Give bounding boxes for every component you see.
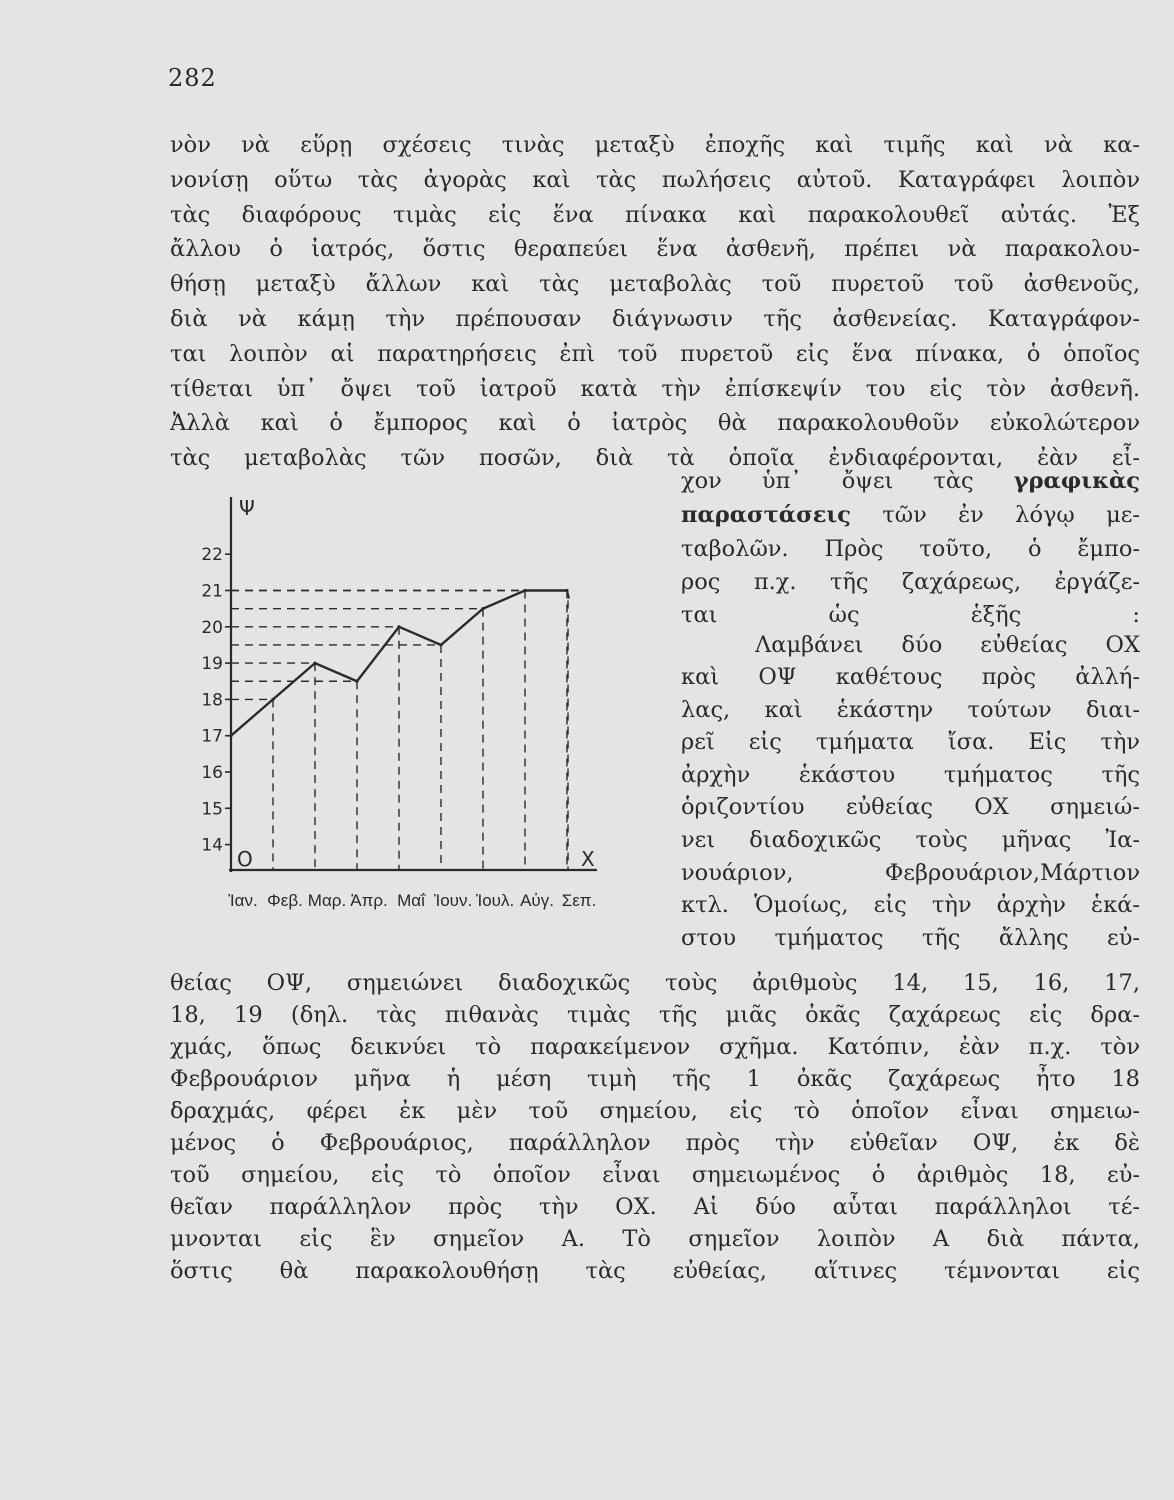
- text-line-side-2: ρος π.χ. τῆς ζαχάρεως, ἐργάζε-: [681, 569, 1140, 595]
- page-number: 282: [168, 64, 217, 92]
- data-point: [439, 643, 442, 646]
- text-line-top-6: διὰ νὰ κάμῃ τὴν πρέπουσαν διάγνωσιν τῆς ἀσθενείας. Καταγράφον-: [170, 306, 1140, 332]
- text-line-side-1: ταβολῶν. Πρὸς τοῦτο, ὁ ἔμπο-: [681, 536, 1140, 562]
- x-tick-label: Αὐγ.: [520, 891, 554, 910]
- text-line-top-4: ἄλλου ὁ ἰατρός, ὅστις θεραπεύει ἕνα ἀσθενῆ, πρέπει νὰ παρακολου-: [170, 236, 1140, 263]
- x-tick-label: Ἰουλ.: [475, 891, 515, 910]
- y-axis-label: Ψ: [239, 496, 255, 520]
- y-tick-label: 22: [201, 545, 223, 566]
- text-line-top-2: νονίσῃ οὕτω τὰς ἀγορὰς καὶ τὰς πωλήσεις αὐτοῦ. Καταγράφει λοιπὸν: [170, 166, 1140, 193]
- data-point: [565, 589, 568, 592]
- x-tick-label: Σεπ.: [561, 891, 597, 910]
- text-line-side-para-start: Λαμβάνει δύο εὐθείας ΟΧ: [755, 632, 1140, 658]
- y-tick-label: 21: [201, 581, 223, 602]
- text-line-top-10: τὰς μεταβολὰς τῶν ποσῶν, διὰ τὰ ὁποῖα ἐνδιαφέρονται, ἐὰν εἶ-: [170, 445, 1140, 472]
- text-line-side-3: ται ὡς ἑξῆς :: [681, 602, 1140, 628]
- text-line-side2-7: νουάριον, Φεβρουάριον,Μάρτιον: [681, 859, 1140, 886]
- text-line-bottom-2: 18, 19 (δηλ. τὰς πιθανὰς τιμὰς τῆς μιᾶς ὀκᾶς ζαχάρεως εἰς δρα-: [170, 1002, 1140, 1028]
- text-line-top-3: τὰς διαφόρους τιμὰς εἰς ἕνα πίνακα καὶ παρακολουθεῖ αὐτάς. Ἐξ: [170, 201, 1140, 228]
- data-point: [355, 680, 358, 683]
- y-tick-label: 15: [201, 799, 223, 820]
- text-line-top-5: θήσῃ μεταξὺ ἄλλων καὶ τὰς μεταβολὰς τοῦ πυρετοῦ τοῦ ἀσθενοῦς,: [170, 271, 1140, 298]
- text-line-side2-4: ἀρχὴν ἑκάστου τμήματος τῆς: [681, 761, 1140, 788]
- data-point: [313, 661, 316, 664]
- y-tick-label: 16: [201, 762, 223, 783]
- text-line-bottom-5: δραχμάς, φέρει ἐκ μὲν τοῦ σημείου, εἰς τὸ ὁποῖον εἶναι σημειω-: [170, 1098, 1140, 1124]
- text-line-bottom-10: ὅστις θὰ παρακολουθήσῃ τὰς εὐθείας, αἵτινες τέμνονται εἰς: [170, 1258, 1140, 1284]
- text-line-side-1: χον ὑπ᾽ ὄψει τὰς γραφικὰς: [681, 468, 1140, 494]
- y-tick-label: 18: [201, 690, 223, 711]
- origin-label: Ο: [237, 847, 253, 871]
- data-point: [523, 589, 526, 592]
- y-tick-label: 17: [201, 726, 223, 747]
- x-tick-label: Ἰαν.: [228, 891, 258, 910]
- x-tick-label: Μαρ.: [307, 891, 347, 910]
- x-tick-label: Ἀπρ.: [350, 891, 388, 910]
- text-line-top-8: τίθεται ὑπ᾽ ὄψει τοῦ ἰατροῦ κατὰ τὴν ἐπίσκεψίν του εἰς τὸν ἀσθενῆ.: [170, 375, 1140, 402]
- y-tick-label: 20: [201, 617, 223, 638]
- text-line-top-9: Ἀλλὰ καὶ ὁ ἔμπορος καὶ ὁ ἰατρὸς θὰ παρακολουθοῦν εὐκολώτερον: [170, 410, 1140, 437]
- x-tick-label: Ἰουν.: [433, 891, 473, 910]
- data-point: [481, 607, 484, 610]
- text-line-side2-1: καὶ ΟΨ καθέτους πρὸς ἀλλή-: [681, 664, 1140, 690]
- text-line-side2-9: στου τμήματος τῆς ἄλλης εὐ-: [681, 924, 1140, 951]
- data-point: [397, 625, 400, 628]
- text-line-bottom-6: μένος ὁ Φεβρουάριος, παράλληλον πρὸς τὴν εὐθεῖαν ΟΨ, ἐκ δὲ: [170, 1130, 1140, 1156]
- text-line-bottom-8: θεῖαν παράλληλον πρὸς τὴν ΟΧ. Αἱ δύο αὗται παράλληλοι τέ-: [170, 1194, 1140, 1220]
- text-line-side2-8: κτλ. Ὁμοίως, εἰς τὴν ἀρχὴν ἑκά-: [681, 892, 1140, 919]
- text-line-side2-6: νει διαδοχικῶς τοὺς μῆνας Ἰα-: [681, 827, 1140, 853]
- text-line-top-7: ται λοιπὸν αἱ παρατηρήσεις ἐπὶ τοῦ πυρετοῦ εἰς ἕνα πίνακα, ὁ ὁποῖος: [170, 340, 1140, 367]
- text-line-side-2: παραστάσεις τῶν ἐν λόγῳ με-: [681, 502, 1140, 528]
- x-axis-label: Χ: [581, 847, 595, 871]
- text-line-side2-3: ρεῖ εἰς τμήματα ἴσα. Εἰς τὴν: [681, 729, 1140, 756]
- text-line-side2-2: λας, καὶ ἑκάστην τούτων διαι-: [681, 696, 1140, 723]
- text-line-bottom-7: τοῦ σημείου, εἰς τὸ ὁποῖον εἶναι σημειωμένος ὁ ἀριθμὸς 18, εὐ-: [170, 1162, 1140, 1188]
- data-point: [229, 734, 232, 737]
- text-line-bottom-4: Φεβρουάριον μῆνα ἡ μέση τιμὴ τῆς 1 ὀκᾶς ζαχάρεως ἦτο 18: [170, 1066, 1140, 1092]
- sugar-price-chart: [195, 485, 625, 935]
- data-point: [271, 698, 274, 701]
- text-line-side2-5: ὁριζοντίου εὐθείας ΟΧ σημειώ-: [681, 794, 1140, 821]
- y-tick-label: 19: [201, 654, 223, 675]
- text-line-bottom-9: μνονται εἰς ἓν σημεῖον Α. Τὸ σημεῖον λοιπὸν Α διὰ πάντα,: [170, 1226, 1140, 1252]
- x-tick-label: Φεβ.: [267, 891, 303, 910]
- text-line-bottom-3: χμάς, ὅπως δεικνύει τὸ παρακείμενον σχῆμα. Κατόπιν, ἐὰν π.χ. τὸν: [170, 1034, 1140, 1060]
- text-line-bottom-1: θείας ΟΨ, σημειώνει διαδοχικῶς τοὺς ἀριθμοὺς 14, 15, 16, 17,: [170, 970, 1140, 996]
- x-tick-label: Μαΐ: [397, 891, 425, 910]
- y-tick-label: 14: [201, 835, 223, 856]
- text-line-top-1: νὸν νὰ εὕρῃ σχέσεις τινὰς μεταξὺ ἐποχῆς καὶ τιμῆς καὶ νὰ κα-: [170, 132, 1140, 158]
